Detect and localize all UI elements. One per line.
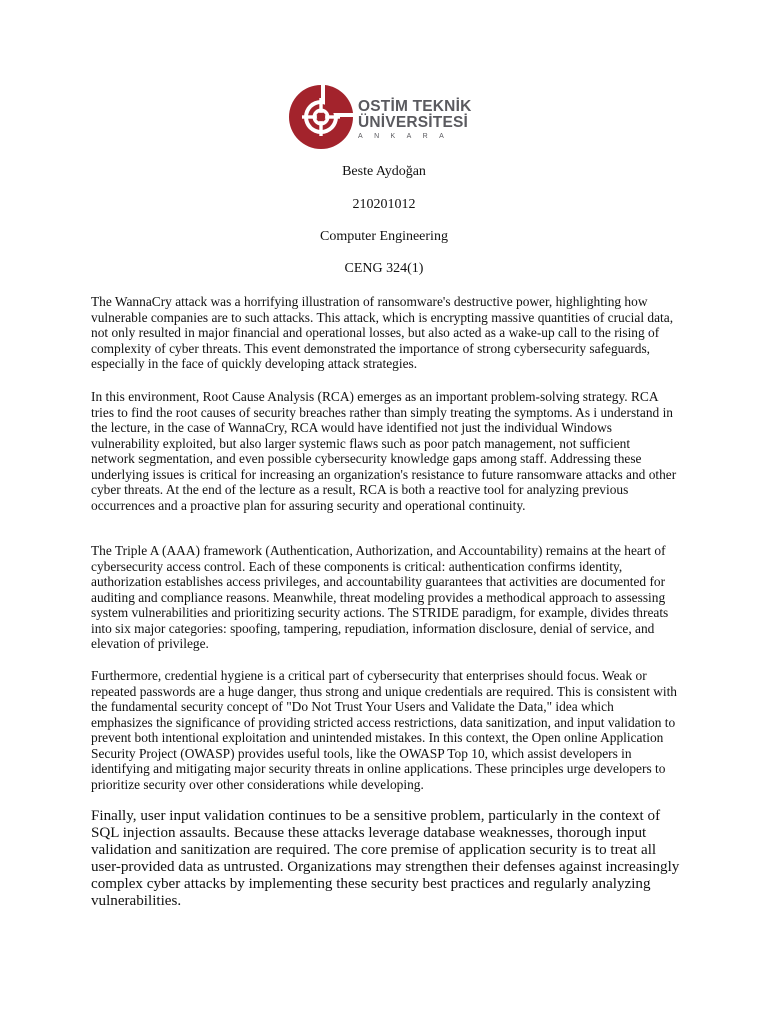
- student-id: 210201012: [352, 197, 416, 212]
- logo-text-block: [358, 98, 483, 142]
- logo-line-1: OSTİM TEKNİK: [358, 98, 472, 115]
- paragraph-wannacry: The WannaCry attack was a horrifying illustration of ransomware's destructive power, highlighting how vulnerable companies are to such attacks. This attack, which is encrypting massive quantities of crucial data, not only resulted in major financial and operational losses, but also acted as a wake-up call to the rising of complexity of cyber threats. This event demonstrated the importance of strong cybersecurity safeguards, especially in the face of quickly developing attack strategies.: [91, 294, 674, 371]
- author-name: Beste Aydoğan: [342, 164, 426, 179]
- department: Computer Engineering: [320, 229, 448, 244]
- paragraph-rca: In this environment, Root Cause Analysis (RCA) emerges as an important problem-solving strategy. RCA tries to find the root causes of security breaches rather than simply treating the symptoms. As i understand in the lecture, in the case of WannaCry, RCA would have identified not just the individual Windows vulnerability exploited, but also larger systemic flaws such as poor patch management, not sufficient network segmentation, and even possible cybersecurity knowledge gaps among staff. Addressing these underlying issues is critical for increasing an organization's resistance to future ransomware attacks and other cyber threats. At the end of the lecture as a result, RCA is both a reactive tool for analyzing previous occurrences and a proactive plan for assuring security and operational continuity.: [91, 389, 677, 513]
- university-logo: [288, 84, 488, 150]
- course-code: CENG 324(1): [344, 261, 424, 276]
- paragraph-input-validation: Finally, user input validation continues to be a sensitive problem, particularly in the context of SQL injection assaults. Because these attacks leverage database weaknesses, thorough input validation and sanitization are required. The core premise of application security is to treat all user-provided data as untrusted. Organizations may strengthen their defenses against increasingly complex cyber attacks by implementing these security best practices and regularly analyzing vulnerabilities.: [91, 808, 680, 909]
- logo-line-3: ANKARA: [358, 133, 456, 140]
- paragraph-aaa-framework: The Triple A (AAA) framework (Authentication, Authorization, and Accountability) remains at the heart of cybersecurity access control. Each of these components is critical: authentication confirms identity, authorization establishes access privileges, and accountability guarantees that activities are documented for auditing and compliance reasons. Meanwhile, threat modeling provides a methodical approach to assessing system vulnerabilities and prioritizing security actions. The STRIDE paradigm, for example, divides threats into six major categories: spoofing, tampering, repudiation, information disclosure, denial of service, and elevation of privilege.: [91, 543, 669, 651]
- paragraph-credential-hygiene: Furthermore, credential hygiene is a critical part of cybersecurity that enterprises should focus. Weak or repeated passwords are a huge danger, thus strong and unique credentials are required. This is consistent with the fundamental security concept of "Do Not Trust Your Users and Validate the Data," idea which emphasizes the significance of providing stricted access restrictions, data sanitization, and input validation to prevent both intentional exploitation and unintended mistakes. In this context, the Open online Application Security Project (OWASP) provides useful tools, like the OWASP Top 10, which assist developers in identifying and mitigating major security threats in online applications. These principles urge developers to prioritize security over other considerations while developing.: [91, 668, 677, 792]
- logo-line-2: ÜNİVERSİTESİ: [358, 114, 469, 131]
- university-emblem-icon: [288, 84, 354, 150]
